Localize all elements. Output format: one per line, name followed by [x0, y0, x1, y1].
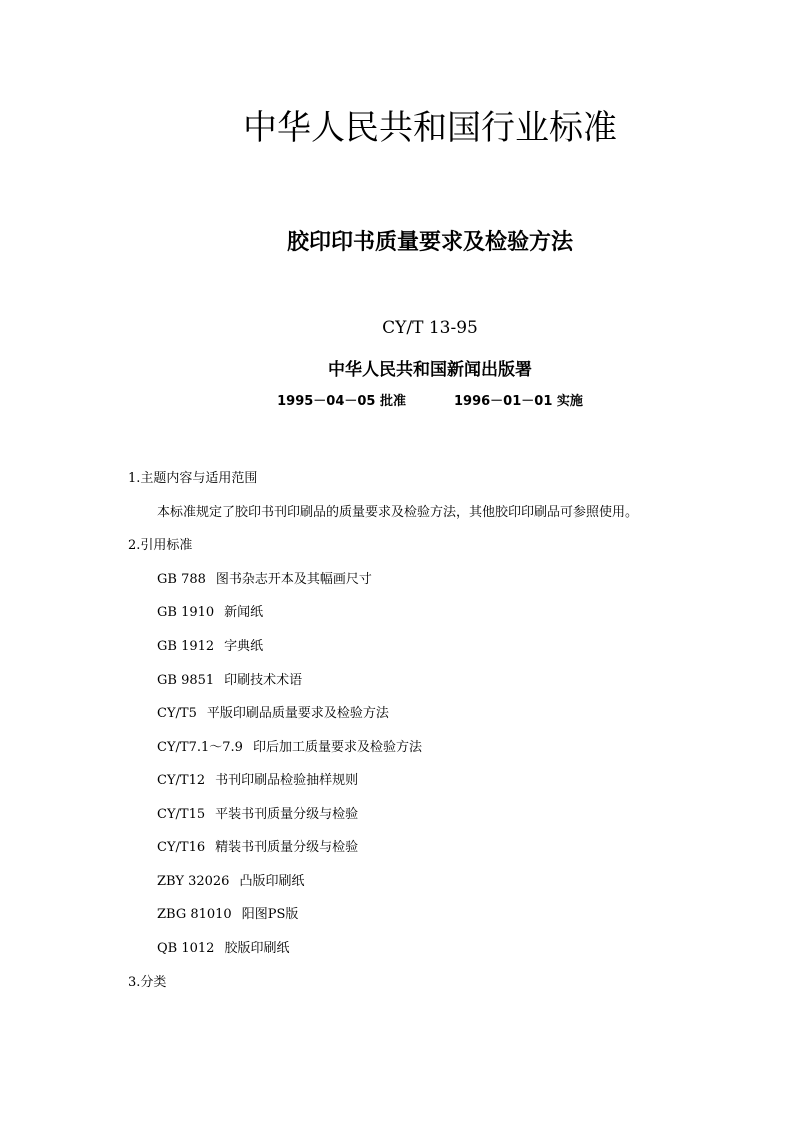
issuing-authority: 中华人民共和国新闻出版署 [328, 360, 532, 380]
reference-title: 图书杂志开本及其幅画尺寸 [215, 572, 372, 587]
reference-item [157, 805, 358, 825]
reference-title: 平装书刊质量分级与检验 [215, 807, 359, 822]
reference-title: 印刷技术术语 [224, 673, 303, 688]
reference-code: QB 1012 [157, 941, 215, 956]
document-code: CY/T 13-95 [382, 318, 478, 338]
section-1-text: 本标准规定了胶印书刊印刷品的质量要求及检验方法，其他胶印印刷品可参照使用。 [157, 505, 639, 520]
reference-code: ZBG 81010 [157, 907, 232, 922]
reference-item [157, 939, 289, 959]
reference-code: CY/T15 [157, 807, 206, 822]
document-title: 胶印印书质量要求及检验方法 [286, 230, 573, 255]
reference-code: CY/T16 [157, 840, 206, 855]
reference-code: GB 9851 [157, 673, 215, 688]
reference-code: GB 1910 [157, 605, 215, 620]
reference-item [157, 637, 263, 657]
reference-code: GB 1912 [157, 639, 215, 654]
reference-title: 凸版印刷纸 [239, 874, 305, 889]
main-title: 中华人民共和国行业标准 [243, 108, 617, 148]
reference-title: 平版印刷品质量要求及检验方法 [206, 706, 389, 721]
reference-item [157, 838, 358, 858]
reference-item [157, 905, 298, 925]
reference-code: ZBY 32026 [157, 874, 230, 889]
reference-item [157, 603, 263, 623]
reference-title: 精装书刊质量分级与检验 [215, 840, 359, 855]
section-3-heading: 3.分类 [128, 975, 167, 990]
reference-item [157, 671, 302, 691]
reference-item [157, 771, 358, 791]
reference-title: 书刊印刷品检验抽样规则 [215, 773, 359, 788]
reference-item [157, 570, 372, 590]
section-2-heading: 2.引用标准 [128, 538, 193, 553]
reference-title: 阳图PS版 [241, 907, 299, 922]
reference-title: 胶版印刷纸 [224, 941, 290, 956]
reference-title: 字典纸 [224, 639, 264, 654]
reference-item [157, 704, 389, 724]
reference-title: 印后加工质量要求及检验方法 [252, 740, 422, 755]
reference-code: CY/T12 [157, 773, 206, 788]
dates-line [0, 392, 800, 412]
reference-code: CY/T5 [157, 706, 197, 721]
reference-item [157, 872, 304, 892]
reference-title: 新闻纸 [224, 605, 264, 620]
section-1-heading: 1.主题内容与适用范围 [128, 471, 258, 486]
approval-date: 1995－04－05 批准 [277, 394, 406, 409]
reference-item [157, 738, 422, 758]
effective-date: 1996－01－01 实施 [454, 394, 583, 409]
reference-code: CY/T7.1～7.9 [157, 740, 243, 755]
reference-code: GB 788 [157, 572, 206, 587]
